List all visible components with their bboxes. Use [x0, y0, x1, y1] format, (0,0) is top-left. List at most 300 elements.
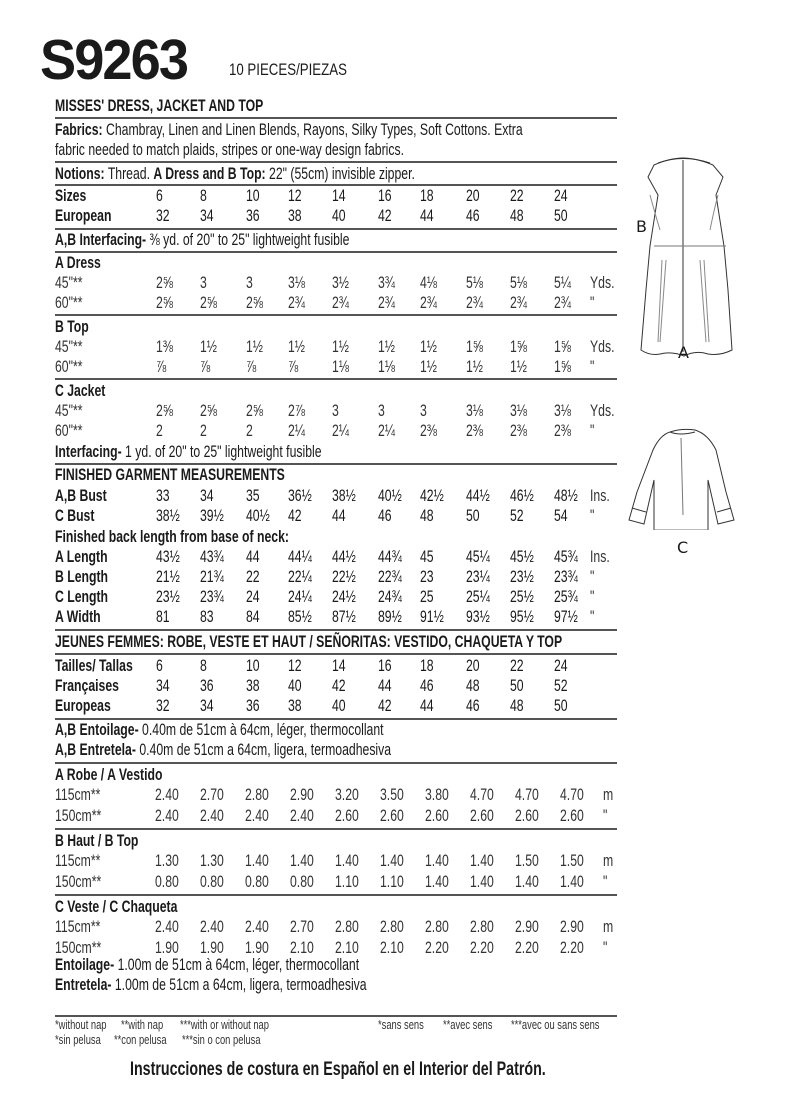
cell-value: 87½ [332, 607, 356, 626]
fabrics-line-2: fabric needed to match plaids, stripes or one-way design fabrics. [55, 140, 405, 159]
cell-value: 43¾ [200, 547, 224, 566]
cell-value: 1⅝ [466, 337, 484, 356]
table-row [55, 506, 635, 526]
cell-value: 44 [378, 676, 392, 695]
row-label: 150cm** [55, 872, 102, 891]
row-label: 60"** [55, 357, 83, 376]
cell-value: 23½ [510, 567, 534, 586]
cell-value: 83 [200, 607, 214, 626]
cell-value: 2 [200, 421, 207, 440]
unit-label: " [590, 421, 595, 440]
cell-value: 52 [554, 676, 568, 695]
cell-value: 2.80 [245, 785, 269, 804]
unit-label: Yds. [590, 401, 615, 420]
european-size-value: 40 [332, 206, 346, 225]
cell-value: 43½ [156, 547, 180, 566]
cell-value: 1½ [466, 357, 484, 376]
dress-outline [641, 158, 732, 356]
table-row [55, 186, 635, 206]
note-fr-3: ***avec ou sans sens [511, 1017, 600, 1032]
cell-value: 42½ [420, 486, 444, 505]
cell-value: 1⅝ [554, 357, 572, 376]
row-label: A,B Bust [55, 486, 107, 505]
cell-value: 1.10 [335, 872, 359, 891]
cell-value: 6 [156, 656, 163, 675]
european-label: European [55, 206, 112, 225]
cell-value: 1½ [200, 337, 218, 356]
cell-value: 1.40 [425, 851, 449, 870]
table-row [55, 567, 635, 587]
cell-value: 2.60 [380, 806, 404, 825]
cell-value: 1.40 [515, 872, 539, 891]
european-size-value: 44 [420, 206, 434, 225]
cell-value: 2.20 [560, 938, 584, 957]
cell-value: 54 [554, 506, 568, 525]
cell-value: 3.20 [335, 785, 359, 804]
cell-value: 42 [332, 676, 346, 695]
cell-value: ⅞ [288, 357, 299, 376]
cell-value: 44 [246, 547, 260, 566]
cell-value: 2.10 [380, 938, 404, 957]
cell-value: 2.40 [200, 806, 224, 825]
divider [55, 117, 617, 119]
cell-value: 23¾ [200, 587, 224, 606]
cell-value: 3¾ [378, 273, 396, 292]
cell-value: 22 [510, 656, 524, 675]
fabrics-label: Fabrics: [55, 120, 103, 139]
cell-value: 2⅝ [200, 293, 218, 312]
cell-value: 1½ [510, 357, 528, 376]
cell-value: 25 [420, 587, 434, 606]
table-row [55, 547, 635, 567]
cell-value: 44½ [332, 547, 356, 566]
unit-label: m [603, 851, 614, 870]
cell-value: 22¾ [378, 567, 402, 586]
table-row [55, 587, 635, 607]
cell-value: 2.70 [290, 917, 314, 936]
row-label: Tailles/ Tallas [55, 656, 133, 675]
cell-value: 5⅛ [466, 273, 484, 292]
ab-interfacing [55, 230, 349, 250]
unit-label: m [603, 917, 614, 936]
cell-value: 2.40 [155, 785, 179, 804]
cell-value: 1.50 [515, 851, 539, 870]
unit-label: " [590, 293, 595, 312]
ab-entoilage-text: 0.40m de 51cm à 64cm, léger, thermocollant [142, 720, 384, 739]
c-entoilage [55, 955, 359, 975]
cell-value: 1.30 [200, 851, 224, 870]
c-entretela-text: 1.00m de 51cm a 64cm, ligera, termoadhesiva [114, 975, 367, 994]
cell-value: 2.10 [335, 938, 359, 957]
cell-value: 38½ [156, 506, 180, 525]
divider [55, 314, 617, 316]
ab-interfacing-label: A,B Interfacing- [55, 230, 147, 249]
cell-value: 50 [510, 676, 524, 695]
cell-value: 0.80 [245, 872, 269, 891]
cell-value: 0.80 [200, 872, 224, 891]
cell-value: 93½ [466, 607, 490, 626]
unit-label: " [590, 607, 595, 626]
european-size-value: 50 [554, 206, 568, 225]
table-row [55, 357, 635, 377]
european-size-value: 46 [466, 206, 480, 225]
c-interfacing [55, 442, 322, 462]
cell-value: 25¼ [466, 587, 490, 606]
cell-value: 1.90 [245, 938, 269, 957]
table-row [55, 293, 635, 313]
cell-value: 34 [156, 676, 170, 695]
cell-value: 1.50 [560, 851, 584, 870]
section-title: A Robe / A Vestido [55, 765, 163, 784]
cell-value: 5¼ [554, 273, 572, 292]
cell-value: 25¾ [554, 587, 578, 606]
cell-value: 2.90 [560, 917, 584, 936]
cell-value: 42 [288, 506, 302, 525]
cell-value: 40 [288, 676, 302, 695]
row-label: 115cm** [55, 917, 101, 936]
ab-entretela-label: A,B Entretela- [55, 740, 136, 759]
cell-value: 20 [466, 656, 480, 675]
cell-value: 2.80 [425, 917, 449, 936]
cell-value: 95½ [510, 607, 534, 626]
cell-value: 2.40 [290, 806, 314, 825]
cell-value: 21¾ [200, 567, 224, 586]
table-row [55, 785, 635, 805]
cell-value: 32 [156, 696, 170, 715]
cell-value: 40 [332, 696, 346, 715]
cell-value: 23½ [156, 587, 180, 606]
table-row [55, 872, 635, 892]
notions-text-2: 22" (55cm) invisible zipper. [269, 164, 415, 183]
notions-text: Thread. [107, 164, 151, 183]
cell-value: 44 [420, 696, 434, 715]
c-interfacing-text: 1 yd. of 20" to 25" lightweight fusible [125, 442, 322, 461]
row-label: 115cm** [55, 785, 101, 804]
cell-value: 2¼ [378, 421, 396, 440]
c-entoilage-label: Entoilage- [55, 955, 115, 974]
cell-value: 39½ [200, 506, 224, 525]
note-es-2: **con pelusa [114, 1032, 167, 1047]
note-es-1: *sin pelusa [55, 1032, 101, 1047]
cell-value: 2⅜ [554, 421, 572, 440]
unit-label: " [590, 567, 595, 586]
cell-value: 36 [200, 676, 214, 695]
cell-value: 34 [200, 696, 214, 715]
cell-value: 24¼ [288, 587, 312, 606]
table-row [55, 401, 635, 421]
table-row [55, 206, 635, 226]
cell-value: 2.80 [380, 917, 404, 936]
cell-value: 2⅝ [156, 293, 174, 312]
cell-value: 1.30 [155, 851, 179, 870]
cell-value: 1.40 [335, 851, 359, 870]
row-label: A Length [55, 547, 108, 566]
cell-value: 2.20 [470, 938, 494, 957]
pattern-number: S9263 [40, 28, 188, 92]
cell-value: 16 [378, 656, 392, 675]
cell-value: 3⅛ [510, 401, 528, 420]
cell-value: ⅞ [246, 357, 257, 376]
cell-value: 36 [246, 696, 260, 715]
finished-measurements-title: FINISHED GARMENT MEASUREMENTS [55, 465, 285, 484]
cell-value: 46 [466, 696, 480, 715]
cell-value: 40½ [378, 486, 402, 505]
cell-value: 1.40 [290, 851, 314, 870]
cell-value: 2.60 [335, 806, 359, 825]
pieces-count: 10 PIECES/PIEZAS [229, 60, 347, 79]
unit-label: " [603, 872, 608, 891]
row-label: 45"** [55, 273, 83, 292]
ab-entoilage [55, 720, 384, 740]
cell-value: 4.70 [470, 785, 494, 804]
cell-value: 44¼ [288, 547, 312, 566]
ab-entretela [55, 740, 391, 760]
cell-value: 1.40 [560, 872, 584, 891]
row-label: 60"** [55, 293, 83, 312]
cell-value: 48½ [554, 486, 578, 505]
divider [55, 629, 617, 631]
divider [55, 251, 617, 253]
cell-value: 1.40 [470, 851, 494, 870]
cell-value: 2.60 [425, 806, 449, 825]
note-en-3: ***with or without nap [180, 1017, 269, 1032]
note-en-1: *without nap [55, 1017, 107, 1032]
cell-value: 1.10 [380, 872, 404, 891]
cell-value: 1⅜ [156, 337, 174, 356]
table-row [55, 607, 635, 627]
view-label-c: C [677, 538, 689, 557]
cell-value: 1½ [378, 337, 396, 356]
ab-interfacing-text: ⅜ yd. of 20" to 25" lightweight fusible [149, 230, 350, 249]
row-label: Françaises [55, 676, 119, 695]
cell-value: 5⅛ [510, 273, 528, 292]
footer-instructions: Instrucciones de costura en Español en el Interior del Patrón. [130, 1059, 546, 1080]
cell-value: 2¼ [288, 421, 306, 440]
cell-value: 1½ [288, 337, 306, 356]
note-fr-1: *sans sens [378, 1017, 424, 1032]
cell-value: 0.80 [155, 872, 179, 891]
cell-value: 3 [246, 273, 253, 292]
unit-label: Yds. [590, 337, 615, 356]
cell-value: 34 [200, 486, 214, 505]
back-length-label: Finished back length from base of neck: [55, 527, 289, 546]
cell-value: 10 [246, 656, 260, 675]
cell-value: 46 [378, 506, 392, 525]
cell-value: 2.40 [155, 806, 179, 825]
pattern-title: MISSES' DRESS, JACKET AND TOP [55, 96, 264, 115]
european-size-value: 36 [246, 206, 260, 225]
cell-value: 44¾ [378, 547, 402, 566]
cell-value: 45¾ [554, 547, 578, 566]
cell-value: 2¼ [332, 421, 350, 440]
table-row [55, 676, 635, 696]
cell-value: 36½ [288, 486, 312, 505]
cell-value: 1½ [246, 337, 264, 356]
cell-value: 85½ [288, 607, 312, 626]
cell-value: 24 [246, 587, 260, 606]
sizes-label: Sizes [55, 186, 87, 205]
cell-value: 2¾ [332, 293, 350, 312]
row-label: 115cm** [55, 851, 101, 870]
unit-label: Ins. [590, 547, 610, 566]
divider [55, 762, 617, 764]
cell-value: 1½ [332, 337, 350, 356]
cell-value: 1⅛ [332, 357, 350, 376]
cell-value: 2⅜ [466, 421, 484, 440]
section-title: C Jacket [55, 381, 106, 400]
divider [55, 894, 617, 896]
view-label-a: A [678, 343, 689, 362]
european-size-value: 34 [200, 206, 214, 225]
unit-label: " [590, 587, 595, 606]
cell-value: 50 [466, 506, 480, 525]
cell-value: 2.20 [515, 938, 539, 957]
cell-value: 1⅝ [554, 337, 572, 356]
size-value: 24 [554, 186, 568, 205]
ab-entretela-text: 0.40m de 51cm a 64cm, ligera, termoadhesiva [139, 740, 392, 759]
cell-value: 3½ [332, 273, 350, 292]
cell-value: 1⅛ [378, 357, 396, 376]
unit-label: Yds. [590, 273, 615, 292]
ab-entoilage-label: A,B Entoilage- [55, 720, 139, 739]
cell-value: 35 [246, 486, 260, 505]
cell-value: 52 [510, 506, 524, 525]
unit-label: " [590, 357, 595, 376]
cell-value: ⅞ [200, 357, 211, 376]
cell-value: 1½ [420, 337, 438, 356]
size-value: 12 [288, 186, 302, 205]
european-size-value: 32 [156, 206, 170, 225]
cell-value: 44½ [466, 486, 490, 505]
fabrics-line-1 [55, 120, 523, 140]
cell-value: 21½ [156, 567, 180, 586]
cell-value: 2.70 [200, 785, 224, 804]
cell-value: 2.40 [245, 917, 269, 936]
cell-value: 22½ [332, 567, 356, 586]
unit-label: " [590, 506, 595, 525]
cell-value: 3 [332, 401, 339, 420]
cell-value: 22¼ [288, 567, 312, 586]
cell-value: 2⅝ [246, 401, 264, 420]
cell-value: 1½ [420, 357, 438, 376]
note-es-3: ***sin o con pelusa [182, 1032, 261, 1047]
unit-label: Ins. [590, 486, 610, 505]
cell-value: 3⅛ [554, 401, 572, 420]
cell-value: 4.70 [560, 785, 584, 804]
european-size-value: 48 [510, 206, 524, 225]
cell-value: 2⅝ [156, 401, 174, 420]
size-value: 20 [466, 186, 480, 205]
divider [55, 828, 617, 830]
dress-illustration [620, 110, 800, 360]
cell-value: 1.40 [425, 872, 449, 891]
cell-value: 1⅝ [510, 337, 528, 356]
cell-value: 38½ [332, 486, 356, 505]
row-label: B Length [55, 567, 109, 586]
size-value: 22 [510, 186, 524, 205]
cell-value: 2.60 [515, 806, 539, 825]
cell-value: 24¾ [378, 587, 402, 606]
row-label: C Length [55, 587, 109, 606]
section-title: A Dress [55, 253, 101, 272]
cell-value: 2 [156, 421, 163, 440]
cell-value: 23¼ [466, 567, 490, 586]
cell-value: 2¾ [510, 293, 528, 312]
cell-value: 3 [200, 273, 207, 292]
cell-value: 1.40 [470, 872, 494, 891]
cell-value: 3 [420, 401, 427, 420]
cell-value: 12 [288, 656, 302, 675]
european-size-value: 38 [288, 206, 302, 225]
cell-value: 42 [378, 696, 392, 715]
cell-value: 38 [288, 696, 302, 715]
cell-value: 2¾ [420, 293, 438, 312]
unit-label: " [603, 938, 608, 957]
table-row [55, 656, 635, 676]
cell-value: 2.60 [470, 806, 494, 825]
cell-value: 46 [420, 676, 434, 695]
cell-value: 3.80 [425, 785, 449, 804]
size-value: 10 [246, 186, 260, 205]
divider [55, 653, 617, 655]
cell-value: 3⅛ [466, 401, 484, 420]
cell-value: 14 [332, 656, 346, 675]
cell-value: 2.90 [515, 917, 539, 936]
cell-value: 1.90 [200, 938, 224, 957]
cell-value: 33 [156, 486, 170, 505]
cell-value: 2⅝ [156, 273, 174, 292]
section-title: C Veste / C Chaqueta [55, 897, 178, 916]
table-row [55, 806, 635, 826]
note-en-2: **with nap [121, 1017, 164, 1032]
size-value: 8 [200, 186, 207, 205]
cell-value: ⅞ [156, 357, 167, 376]
cell-value: 2¾ [554, 293, 572, 312]
cell-value: 46½ [510, 486, 534, 505]
cell-value: 2.10 [290, 938, 314, 957]
unit-label: " [603, 806, 608, 825]
cell-value: 2 [246, 421, 253, 440]
cell-value: 22 [246, 567, 260, 586]
cell-value: 3 [378, 401, 385, 420]
cell-value: 44 [332, 506, 346, 525]
table-row [55, 486, 635, 506]
table-row [55, 337, 635, 357]
cell-value: 2⅜ [510, 421, 528, 440]
size-value: 16 [378, 186, 392, 205]
cell-value: 50 [554, 696, 568, 715]
row-label: Europeas [55, 696, 111, 715]
cell-value: 89½ [378, 607, 402, 626]
table-row [55, 917, 635, 937]
table-row [55, 696, 635, 716]
jacket-illustration [620, 420, 800, 530]
cell-value: 3.50 [380, 785, 404, 804]
cell-value: 2⅞ [288, 401, 306, 420]
cell-value: 23 [420, 567, 434, 586]
cell-value: 1.40 [245, 851, 269, 870]
cell-value: 2.80 [335, 917, 359, 936]
row-label: 150cm** [55, 806, 102, 825]
note-fr-2: **avec sens [443, 1017, 493, 1032]
cell-value: 25½ [510, 587, 534, 606]
cell-value: 2⅝ [246, 293, 264, 312]
size-value: 18 [420, 186, 434, 205]
european-size-value: 42 [378, 206, 392, 225]
c-interfacing-label: Interfacing- [55, 442, 122, 461]
size-value: 14 [332, 186, 346, 205]
unit-label: m [603, 785, 614, 804]
